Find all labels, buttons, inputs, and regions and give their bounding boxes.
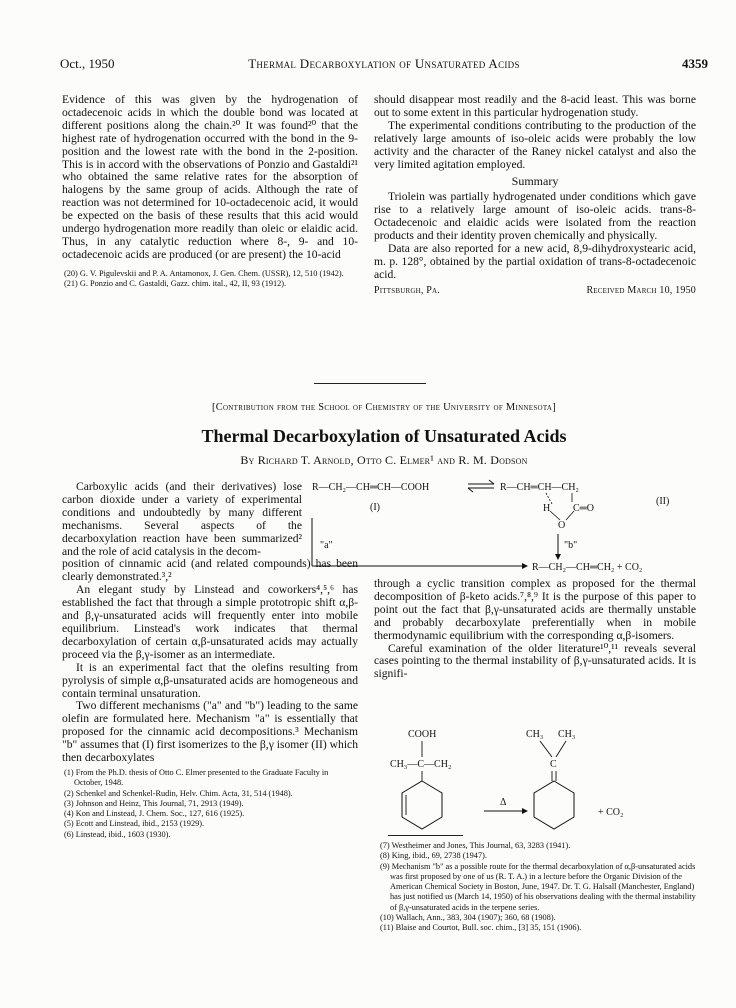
footnote-10: (10) Wallach, Ann., 383, 304 (1907); 360, 68 (1908). <box>380 913 556 923</box>
footnote-2: (2) Schenkel and Schenkel-Rudin, Helv. Chim. Acta, 31, 514 (1948). <box>64 788 293 798</box>
summary-paragraph-1: Triolein was partially hydrogenated under conditions which gave rise to a relatively large amount of iso-oleic acids. trans-8-Octadecenoic and elaidic acids were isolated from the reaction products and their identity proven chemically and physically. <box>374 190 696 243</box>
footnote-4: (4) Kon and Linstead, J. Chem. Soc., 127, 616 (1925). <box>64 809 245 819</box>
footnote-1: (1) From the Ph.D. thesis of Otto C. Elmer presented to the Graduate Faculty in October, 1948. <box>64 767 329 788</box>
ring-right <box>534 781 574 829</box>
footnote-20: (20) G. V. Pigulevskii and P. A. Antamonox, J. Gen. Chem. (USSR), 12, 510 (1942). <box>64 268 344 278</box>
header-date: Oct., 1950 <box>60 56 115 71</box>
footnote-6: (6) Linstead, ibid., 1603 (1930). <box>64 829 171 839</box>
reaction-scheme-1 <box>310 478 702 578</box>
heat-symbol: Δ <box>500 797 507 808</box>
running-header <box>60 56 708 72</box>
ring-O: O <box>558 520 566 531</box>
footnote-rule <box>388 835 463 836</box>
article-col2-paragraph-1: through a cyclic transition complex as proposed for the thermal decomposition of β-keto acids.⁷,⁸,⁹ It is the purpose of this paper to point out the fact that β,γ-unsaturated acids are thermally unstable and probably decarboxylate preferentially when in mobile thermodynamic equilibrium with the corresponding α,β-isomers. <box>374 577 696 642</box>
ring-H: H <box>543 503 551 514</box>
scheme2-c: C <box>550 759 557 770</box>
scheme2-co2: + CO₂ <box>598 807 624 818</box>
received-date: Received March 10, 1950 <box>586 284 696 296</box>
scheme2-ch3-b: CH₃ <box>558 729 576 740</box>
equilibrium-arrow <box>468 480 494 492</box>
page-number: 4359 <box>682 56 708 71</box>
article-separator <box>314 383 426 384</box>
path-b-arrowhead <box>555 554 561 560</box>
scheme1-final-product: R—CH₂—CH═CH₂ + CO₂ <box>532 562 643 573</box>
path-a-label: "a" <box>320 540 333 551</box>
article-column-1 <box>62 481 358 840</box>
header-title: Thermal Decarboxylation of Unsaturated Acids <box>248 56 520 71</box>
prev-article-column-1 <box>62 94 358 289</box>
footnote-5: (5) Ecott and Linstead, ibid., 2153 (1929). <box>64 819 205 829</box>
article-col1-paragraph-3: It is an experimental fact that the olefins resulting from pyrolysis of simple α,β-unsaturated acids are homogeneous and contain terminal unsaturation. <box>62 660 358 700</box>
footnote-7: (7) Westheimer and Jones, This Journal, 63, 3283 (1941). <box>380 841 571 850</box>
scheme2-ch3-c-ch2: CH₃—C—CH₂ <box>390 759 452 770</box>
summary-heading: Summary <box>511 174 559 189</box>
footnote-9: (9) Mechanism "b" as a possible route for the thermal decarboxylation of α,β-unsaturated acids was first proposed by one of us (R. T. A.) in a lecture before the Organic Division of the American Chemical Society in Boston, June, 1947. Dr. T. G. Halsall (Manchester, England) has just notified us (March 14, 1950) of his observations dealing with the thermal instability of β,γ-unsaturated acids in the terpene series. <box>380 861 696 912</box>
prev-col1-paragraph: Evidence of this was given by the hydrogenation of octadecenoic acids in which the double bond was located at different positions along the chain.²⁰ It was found²⁰ that the highest rate of hydrogenation occurred with the bond in the 9-position and the lowest rate with the bond in the 2-position. This is in accord with the observations of Ponzio and Gastaldi²¹ who obtained the same relative rates for the absorption of halogens by the same group of acids. Although the rate of reaction was not determined for 10-octadecenoic acid, it would be expected on the basis of these results that this acid would undergo hydrogenation more readily than oleic or elaidic acid. Thus, in any catalytic reduction where 8-, 9- and 10-octadecenoic acids are produced (or are present) the 10-acid <box>62 93 358 261</box>
scheme1-label-II: (II) <box>656 496 670 507</box>
scheme2-ch3-a: CH₃ <box>526 729 544 740</box>
summary-paragraph-2: Data are also reported for a new acid, 8,9-dihydroxystearic acid, m. p. 128°, obtained by the partial oxidation of trans-8-octadecenoic acid. <box>374 241 696 281</box>
article-title: Thermal Decarboxylation of Unsaturated Acids <box>201 426 567 446</box>
contribution-line: [Contribution from the School of Chemistry of the University of Minnesota] <box>211 402 557 413</box>
ring-carbonyl: C═O <box>573 503 594 514</box>
prev-col2-paragraph-1: should disappear most readily and the 8-acid least. This was borne out to some extent in this particular hydrogenation study. <box>374 93 696 119</box>
article-col1-paragraph-2: An elegant study by Linstead and coworkers⁴,⁵,⁶ has established the fact that through a simple prototropic shift α,β- and β,γ-unsaturated acids will frequently enter into mobile equilibrium. Linstead's work indicates that thermal decarboxylation of certain α,β-unsaturated acids may actually proceed via the β,γ-isomer as an intermediate. <box>62 583 358 661</box>
prev-article-column-2 <box>374 94 696 298</box>
footnote-8: (8) King, ibid., 69, 2738 (1947). <box>380 851 487 861</box>
reaction-scheme-2 <box>376 725 696 835</box>
scheme1-label-I: (I) <box>370 502 380 513</box>
scheme1-reactant: R—CH₂—CH═CH—COOH <box>312 482 430 493</box>
path-a-arrowhead <box>522 563 528 569</box>
scheme1-product-top: R—CH═CH—CH₂ <box>500 482 579 493</box>
prev-col2-paragraph-2: The experimental conditions contributing to the production of the relatively large amounts of iso-oleic acids were probably the low activity and the character of the Raney nickel catalyst and also the very limited agitation employed. <box>374 118 696 171</box>
path-b-label: "b" <box>564 540 578 551</box>
footnote-21: (21) G. Ponzio and C. Gastaldi, Gazz. chim. ital., 42, II, 93 (1912). <box>64 279 287 289</box>
signature-line <box>374 285 696 298</box>
article-col2-paragraph-2: Careful examination of the older literature¹⁰,¹¹ reveals several cases pointing to the thermal instability of β,γ-unsaturated acids. It is signifi- <box>374 641 696 681</box>
article-footnotes-left <box>62 768 358 840</box>
scheme2-cooh: COOH <box>408 729 437 740</box>
footnote-3: (3) Johnson and Heinz, This Journal, 71, 2913 (1949). <box>64 798 244 808</box>
article-authors: By Richard T. Arnold, Otto C. Elmer¹ and R. M. Dodson <box>240 453 528 467</box>
article-col1-paragraph-4: Two different mechanisms ("a" and "b") leading to the same olefin are formulated here. Mechanism "a" is essentially that proposed for the cinnamic acid decompositions.³ Mechanism "b" assumes that (I) first isomerizes to the β,γ isomer (II) which then decarboxylates <box>62 699 358 765</box>
article-column-2 <box>374 578 696 681</box>
footnote-11: (11) Blaise and Courtot, Bull. soc. chim., [3] 35, 151 (1906). <box>380 923 582 933</box>
location: Pittsburgh, Pa. <box>374 284 440 296</box>
article-footnotes-right <box>378 841 700 934</box>
article-col1-paragraph-1a: Carboxylic acids (and their derivatives) lose carbon dioxide under a variety of experimental conditions and undoubtedly by many different mechanisms. Several aspects of the decarboxylation reaction have been summarized² and the role of acid catalysis in the decom- <box>62 480 302 558</box>
article-col1-paragraph-1b: position of cinnamic acid (and related compounds) has been clearly demonstrated.³,² <box>62 557 358 584</box>
ring-left <box>402 781 442 829</box>
